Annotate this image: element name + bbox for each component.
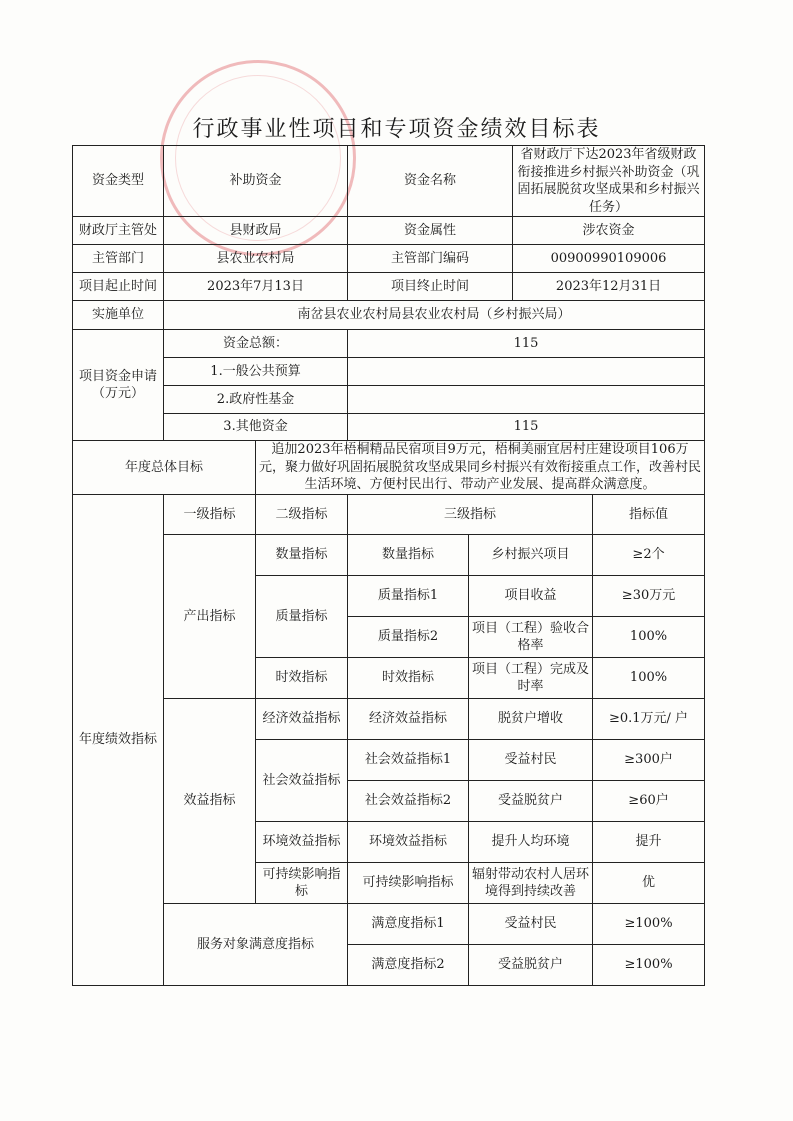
sustain-l2: 可持续影响指标 bbox=[256, 863, 348, 904]
dept2-value: 县农业农村局 bbox=[164, 245, 348, 273]
row-funds-gov bbox=[73, 386, 705, 414]
time-l2: 时效指标 bbox=[256, 658, 348, 699]
end-label: 项目终止时间 bbox=[348, 273, 513, 301]
dept-value: 县财政局 bbox=[164, 217, 348, 245]
indicator-value: ≥300户 bbox=[593, 740, 705, 781]
funds-label: 项目资金申请（万元） bbox=[73, 330, 164, 441]
indicator-desc: 乡村振兴项目 bbox=[469, 535, 593, 576]
funds-gov-label: 2.政府性基金 bbox=[164, 386, 348, 414]
funds-gov-value bbox=[348, 386, 705, 414]
row-dept2 bbox=[73, 245, 705, 273]
row-dept bbox=[73, 217, 705, 245]
indicator-desc: 项目（工程）验收合格率 bbox=[469, 617, 593, 658]
indicator-desc: 提升人均环境 bbox=[469, 822, 593, 863]
attr-label: 资金属性 bbox=[348, 217, 513, 245]
dept-label: 财政厅主管处 bbox=[73, 217, 164, 245]
indicator-value: ≥60户 bbox=[593, 781, 705, 822]
funds-other-value: 115 bbox=[348, 414, 705, 441]
unit-label: 实施单位 bbox=[73, 301, 164, 330]
indicator-value: 优 bbox=[593, 863, 705, 904]
indicator-value: 提升 bbox=[593, 822, 705, 863]
fund-type-value: 补助资金 bbox=[164, 146, 348, 217]
code-value: 00900990109006 bbox=[513, 245, 705, 273]
env-l2: 环境效益指标 bbox=[256, 822, 348, 863]
indicator-desc: 脱贫户增收 bbox=[469, 699, 593, 740]
indicator-desc: 受益村民 bbox=[469, 904, 593, 945]
code-label: 主管部门编码 bbox=[348, 245, 513, 273]
indicator-l3: 时效指标 bbox=[348, 658, 469, 699]
funds-total-label: 资金总额： bbox=[164, 330, 348, 358]
benefit-label: 效益指标 bbox=[164, 699, 256, 904]
indicator-l3: 数量指标 bbox=[348, 535, 469, 576]
indicator-l3: 社会效益指标2 bbox=[348, 781, 469, 822]
header-level1: 一级指标 bbox=[164, 495, 256, 535]
indicator-desc: 受益脱贫户 bbox=[469, 945, 593, 986]
row-unit bbox=[73, 301, 705, 330]
indicator-l3: 经济效益指标 bbox=[348, 699, 469, 740]
indicator-l3: 质量指标2 bbox=[348, 617, 469, 658]
funds-total-value: 115 bbox=[348, 330, 705, 358]
header-value: 指标值 bbox=[593, 495, 705, 535]
row-fund-type bbox=[73, 146, 705, 217]
funds-general-value bbox=[348, 358, 705, 386]
header-level3: 三级指标 bbox=[348, 495, 593, 535]
indicator-header-row bbox=[73, 495, 705, 535]
indicator-value: ≥100% bbox=[593, 904, 705, 945]
indicator-l3: 环境效益指标 bbox=[348, 822, 469, 863]
performance-table bbox=[72, 145, 705, 986]
indicator-value: ≥0.1万元/ 户 bbox=[593, 699, 705, 740]
funds-general-label: 1.一般公共预算 bbox=[164, 358, 348, 386]
row-funds-general bbox=[73, 358, 705, 386]
indicator-desc: 受益村民 bbox=[469, 740, 593, 781]
row-dates bbox=[73, 273, 705, 301]
unit-value: 南岔县农业农村局县农业农村局（乡村振兴局） bbox=[164, 301, 705, 330]
satisfaction-label: 服务对象满意度指标 bbox=[164, 904, 348, 986]
header-level2: 二级指标 bbox=[256, 495, 348, 535]
start-label: 项目起止时间 bbox=[73, 273, 164, 301]
output-label: 产出指标 bbox=[164, 535, 256, 699]
econ-l2: 经济效益指标 bbox=[256, 699, 348, 740]
fund-name-value: 省财政厅下达2023年省级财政衔接推进乡村振兴补助资金（巩固拓展脱贫攻坚成果和乡村振兴任务） bbox=[513, 146, 705, 217]
table-row bbox=[73, 699, 705, 740]
qty-l2: 数量指标 bbox=[256, 535, 348, 576]
indicator-value: 100% bbox=[593, 658, 705, 699]
page-title: 行政事业性项目和专项资金绩效目标表 bbox=[192, 117, 601, 142]
fund-type-label: 资金类型 bbox=[73, 146, 164, 217]
indicator-l3: 质量指标1 bbox=[348, 576, 469, 617]
row-funds-total bbox=[73, 330, 705, 358]
social-l2: 社会效益指标 bbox=[256, 740, 348, 822]
funds-other-label: 3.其他资金 bbox=[164, 414, 348, 441]
indicator-desc: 项目收益 bbox=[469, 576, 593, 617]
goal-label: 年度总体目标 bbox=[73, 441, 256, 495]
table-row bbox=[73, 904, 705, 945]
indicator-l3: 满意度指标1 bbox=[348, 904, 469, 945]
dept2-label: 主管部门 bbox=[73, 245, 164, 273]
indicator-desc: 受益脱贫户 bbox=[469, 781, 593, 822]
indicator-l3: 满意度指标2 bbox=[348, 945, 469, 986]
table-row bbox=[73, 535, 705, 576]
end-value: 2023年12月31日 bbox=[513, 273, 705, 301]
row-goal bbox=[73, 441, 705, 495]
fund-name-label: 资金名称 bbox=[348, 146, 513, 217]
indicator-desc: 项目（工程）完成及时率 bbox=[469, 658, 593, 699]
quality-l2: 质量指标 bbox=[256, 576, 348, 658]
indicator-l3: 可持续影响指标 bbox=[348, 863, 469, 904]
indicator-value: ≥100% bbox=[593, 945, 705, 986]
indicator-value: ≥30万元 bbox=[593, 576, 705, 617]
indicator-value: ≥2个 bbox=[593, 535, 705, 576]
attr-value: 涉农资金 bbox=[513, 217, 705, 245]
row-funds-other bbox=[73, 414, 705, 441]
indicator-desc: 辐射带动农村人居环境得到持续改善 bbox=[469, 863, 593, 904]
goal-text: 追加2023年梧桐精品民宿项目9万元，梧桐美丽宜居村庄建设项目106万元，聚力做好巩固拓展脱贫攻坚成果同乡村振兴有效衔接重点工作，改善村民生活环境、方便村民出行、带动产业发展、提高群众满意度。 bbox=[256, 441, 705, 495]
indicator-value: 100% bbox=[593, 617, 705, 658]
indicator-l3: 社会效益指标1 bbox=[348, 740, 469, 781]
start-value: 2023年7月13日 bbox=[164, 273, 348, 301]
indicators-label: 年度绩效指标 bbox=[73, 495, 164, 986]
